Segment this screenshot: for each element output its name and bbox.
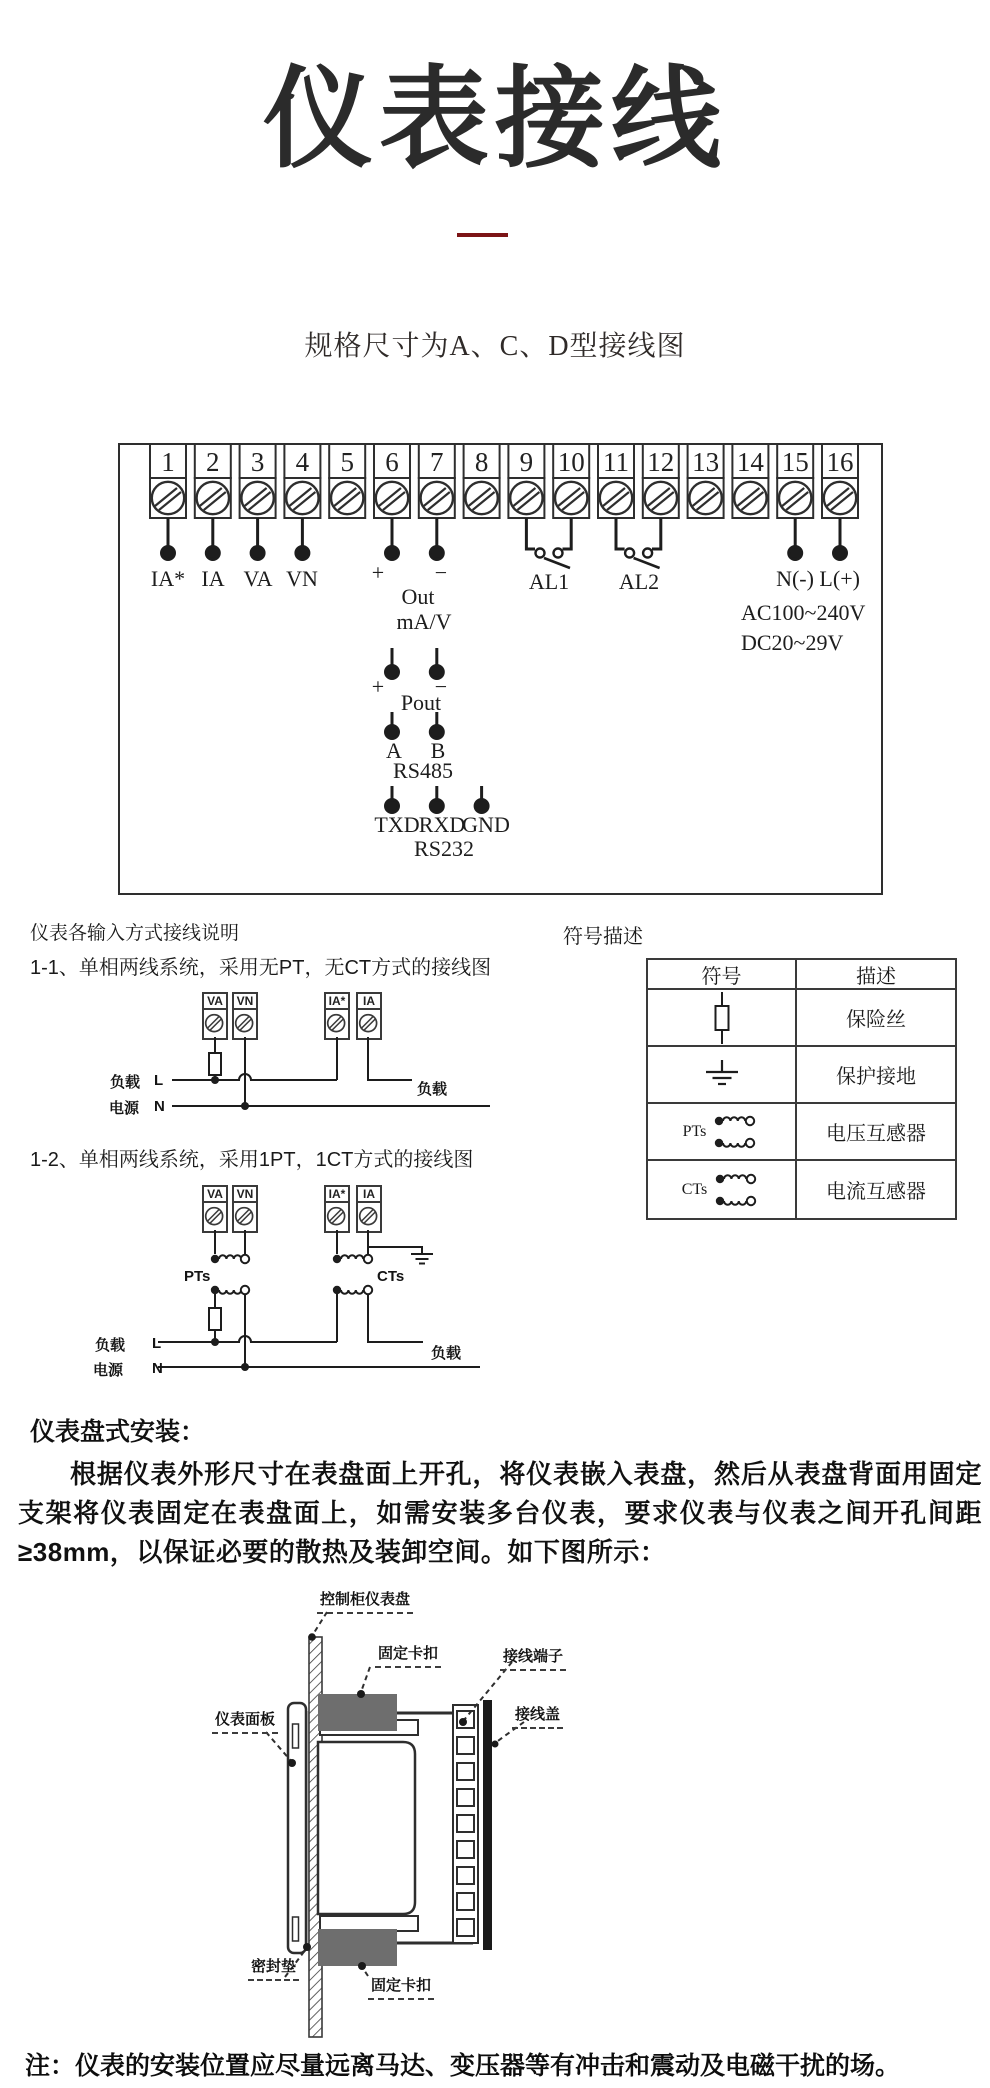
panel-mount-paragraph: 根据仪表外形尺寸在表盘面上开孔，将仪表嵌入表盘，然后从表盘背面用固定支架将仪表固定在表盘面上，如需安装多台仪表，要求仪表与仪表之间开孔间距≥38mm，以保证必要的散热及装卸空间。如下图所示：	[18, 1459, 982, 1567]
label-seal: 密封垫	[248, 1955, 299, 1981]
label-pout-minus: −	[434, 674, 448, 699]
label-pout-plus: +	[371, 674, 385, 699]
d1-line-n: N	[154, 1098, 165, 1115]
label-cover: 接线盖	[512, 1703, 563, 1729]
ct-label: CTs	[681, 1180, 708, 1198]
label-power-terminals: N(-) L(+)	[776, 566, 860, 591]
label-rs485-a: A	[386, 738, 402, 763]
label-mav: mA/V	[396, 609, 452, 634]
mini-terminal-vn: VN	[232, 992, 258, 1040]
terminal-number: 1	[161, 447, 175, 477]
bottom-fixing-clip	[318, 1929, 397, 1966]
label-pout: Pout	[400, 690, 442, 715]
screw-icon	[232, 1203, 258, 1233]
earth-symbol-cell	[648, 1047, 797, 1104]
screw-icon	[324, 1010, 350, 1040]
pt-label: PTs	[682, 1122, 707, 1140]
mini-terminal-vn: VN	[232, 1185, 258, 1233]
d1-source: 电源	[109, 1100, 140, 1117]
d2-pts-label: PTs	[184, 1268, 211, 1285]
d2-line-n: N	[152, 1360, 163, 1377]
label-out-plus: +	[371, 560, 385, 585]
label-rs485: RS485	[393, 758, 453, 783]
diagram-1-1-caption: 1-1、单相两线系统，采用无PT，无CT方式的接线图	[30, 957, 492, 979]
desc-col-header: 描述	[797, 960, 955, 990]
label-al2: AL2	[618, 569, 660, 594]
svg-text:16: 16	[826, 447, 854, 477]
bottom-bracket-rail	[320, 1916, 418, 1931]
svg-text:13: 13	[692, 447, 720, 477]
title-accent-dash	[457, 233, 508, 237]
input-methods-heading: 仪表各输入方式接线说明	[30, 923, 240, 944]
d2-line-l: L	[152, 1335, 162, 1352]
label-rs485-b: B	[430, 738, 446, 763]
svg-text:11: 11	[603, 447, 629, 477]
earth-icon	[703, 1060, 741, 1090]
fuse-icon	[711, 992, 733, 1044]
ct-desc: 电流互感器	[826, 1181, 926, 1203]
label-txd: TXD	[374, 812, 420, 837]
mini-terminal-va: VA	[202, 1185, 228, 1233]
d2-load-right: 负载	[431, 1345, 462, 1362]
symbol-table-title: 符号描述	[563, 926, 643, 948]
page-subtitle: 规格尺寸为A、C、D型接线图	[304, 331, 686, 362]
svg-text:12: 12	[647, 447, 675, 477]
symbol-col-header: 符号	[648, 960, 797, 990]
label-clip-bottom: 固定卡扣	[368, 1974, 434, 2000]
mini-terminal-ia: IA	[356, 992, 382, 1040]
label-ia-star: IA*	[150, 566, 186, 591]
mini-terminal-ia-star: IA*	[324, 1185, 350, 1233]
screw-icon	[356, 1010, 382, 1040]
svg-text:5: 5	[340, 447, 354, 477]
svg-text:7: 7	[430, 447, 444, 477]
terminal-wires	[162, 518, 847, 813]
label-al1: AL1	[528, 569, 570, 594]
fuse-desc: 保险丝	[797, 990, 955, 1047]
pt-coil-icon	[712, 1110, 760, 1154]
ct-coil-icon	[713, 1168, 761, 1212]
label-out-minus: −	[434, 560, 448, 585]
label-vn: VN	[286, 566, 318, 591]
mini-terminal-ia-star: IA*	[324, 992, 350, 1040]
terminal-screws	[152, 482, 856, 514]
svg-text:2: 2	[206, 447, 220, 477]
fuse-symbol-cell	[648, 990, 797, 1047]
svg-text:15: 15	[781, 447, 809, 477]
label-gnd: GND	[462, 812, 510, 837]
footer-note: 注：仪表的安装位置应尽量远离马达、变压器等有冲击和震动及电磁干扰的场。	[25, 2052, 901, 2080]
top-fixing-clip	[318, 1694, 397, 1731]
label-ia: IA	[201, 566, 225, 591]
label-rxd: RXD	[418, 812, 466, 837]
d1-line-l: L	[154, 1072, 164, 1089]
label-out: Out	[401, 584, 435, 609]
label-terminal: 接线端子	[500, 1645, 566, 1671]
symbol-table	[646, 958, 957, 1220]
svg-text:3: 3	[250, 447, 265, 477]
diagram-1-2-caption: 1-2、单相两线系统，采用1PT，1CT方式的接线图	[30, 1149, 474, 1171]
svg-text:10: 10	[557, 447, 585, 477]
screw-icon	[356, 1203, 382, 1233]
screw-icon	[202, 1010, 228, 1040]
mini-terminal-va: VA	[202, 992, 228, 1040]
wiring-cover-bar	[483, 1700, 492, 1950]
page-title: 仪表接线	[263, 58, 727, 181]
screw-icon	[324, 1203, 350, 1233]
pt-desc: 电压互感器	[797, 1104, 955, 1161]
ct-symbol-cell	[648, 1161, 797, 1218]
d2-load-left: 负载	[95, 1337, 126, 1354]
svg-text:6: 6	[385, 447, 399, 477]
label-front-panel: 仪表面板	[212, 1708, 278, 1734]
d2-cts-label: CTs	[377, 1268, 405, 1285]
svg-text:14: 14	[736, 447, 764, 477]
d1-load-right: 负载	[417, 1081, 448, 1098]
earth-desc: 保护接地	[797, 1047, 955, 1104]
label-dc-range: DC20~29V	[741, 630, 844, 655]
label-va: VA	[243, 566, 273, 591]
svg-text:9: 9	[519, 447, 534, 477]
svg-text:4: 4	[295, 447, 310, 477]
label-ac-range: AC100~240V	[741, 600, 866, 625]
label-clip-top: 固定卡扣	[375, 1642, 441, 1668]
mini-terminal-ia: IA	[356, 1185, 382, 1233]
panel-mount-heading: 仪表盘式安装：	[30, 1418, 206, 1446]
svg-text:8: 8	[474, 447, 489, 477]
screw-icon	[232, 1010, 258, 1040]
terminal-strip	[453, 1705, 478, 1943]
label-panel-board: 控制柜仪表盘	[317, 1588, 413, 1614]
meter-body	[318, 1742, 415, 1914]
label-rs232: RS232	[414, 836, 474, 861]
screw-icon	[202, 1203, 228, 1233]
pt-symbol-cell	[648, 1104, 797, 1161]
d1-load-left: 负载	[110, 1074, 141, 1091]
d2-source: 电源	[93, 1362, 124, 1379]
